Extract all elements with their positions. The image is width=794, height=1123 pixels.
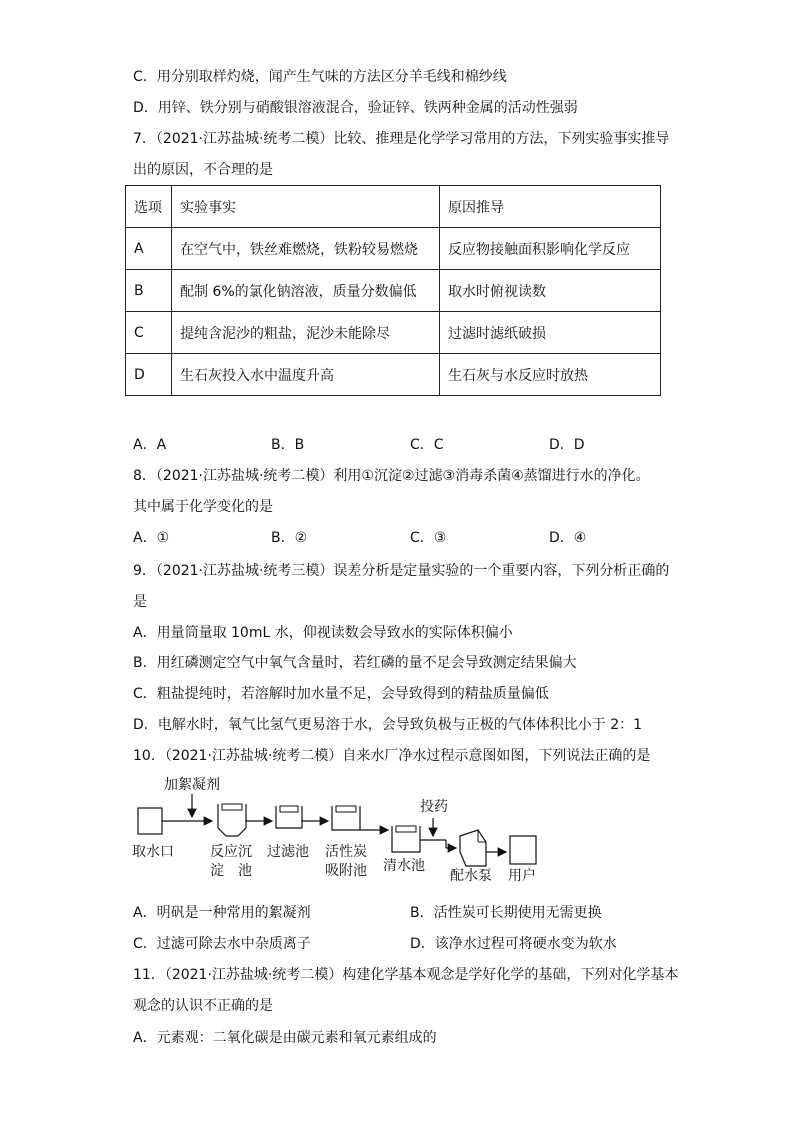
water-treatment-diagram bbox=[130, 770, 550, 890]
q10-option-a: A．明矾是一种常用的絮凝剂 bbox=[133, 905, 311, 921]
pump bbox=[460, 830, 486, 866]
label-carbon-2: 吸附池 bbox=[325, 863, 367, 879]
q11-stem-2: 观念的认识不正确的是 bbox=[133, 998, 273, 1014]
q7-table bbox=[125, 185, 661, 396]
q11-stem-1: 11．（2021·江苏盐城·统考二模）构建化学基本观念是学好化学的基础，下列对化学基本 bbox=[133, 967, 679, 983]
label-carbon-1: 活性炭 bbox=[325, 844, 367, 860]
reaction-tank bbox=[218, 804, 246, 836]
q10-stem: 10．（2021·江苏盐城·统考二模）自来水厂净水过程示意图如图，下列说法正确的是 bbox=[133, 748, 651, 764]
table-cell: B bbox=[126, 270, 172, 312]
q9-stem-2: 是 bbox=[133, 594, 147, 610]
q11-option-a: A．元素观：二氧化碳是由碳元素和氧元素组成的 bbox=[133, 1030, 437, 1046]
carbon-tank bbox=[332, 806, 360, 830]
q10-option-d: D．该净水过程可将硬水变为软水 bbox=[410, 936, 617, 952]
table-row bbox=[126, 228, 661, 270]
label-user: 用户 bbox=[508, 868, 536, 884]
table-header-cell: 选项 bbox=[126, 186, 172, 228]
table-cell: 过滤时滤纸破损 bbox=[440, 312, 661, 354]
q7-option-c: C．C bbox=[410, 437, 444, 453]
table-cell: 反应物接触面积影响化学反应 bbox=[440, 228, 661, 270]
table-cell: 在空气中，铁丝难燃烧，铁粉较易燃烧 bbox=[172, 228, 440, 270]
q8-option-a: A．① bbox=[133, 530, 170, 546]
q10-option-b: B．活性炭可长期使用无需更换 bbox=[410, 905, 602, 921]
q7-option-a: A．A bbox=[133, 437, 167, 453]
label-add-coagulant: 加絮凝剂 bbox=[164, 777, 220, 793]
filter-tank bbox=[276, 806, 302, 828]
q10-option-c: C．过滤可除去水中杂质离子 bbox=[133, 936, 311, 952]
table-cell: 生石灰投入水中温度升高 bbox=[172, 354, 440, 396]
table-cell: 提纯含泥沙的粗盐，泥沙未能除尽 bbox=[172, 312, 440, 354]
label-reaction-1: 反应沉 bbox=[210, 844, 252, 860]
table-cell: C bbox=[126, 312, 172, 354]
table-cell: 生石灰与水反应时放热 bbox=[440, 354, 661, 396]
label-intake: 取水口 bbox=[132, 844, 174, 860]
user-box bbox=[510, 836, 536, 864]
label-add-chemical: 投药 bbox=[420, 799, 448, 815]
q7-stem-1: 7．（2021·江苏盐城·统考二模）比较、推理是化学学习常用的方法，下列实验事实推导 bbox=[133, 131, 670, 147]
q8-stem-1: 8．（2021·江苏盐城·统考二模）利用①沉淀②过滤③消毒杀菌④蒸馏进行水的净化。 bbox=[133, 468, 650, 484]
q7-option-b: B．B bbox=[271, 437, 305, 453]
table-cell: 取水时俯视读数 bbox=[440, 270, 661, 312]
q8-option-d: D．④ bbox=[549, 530, 587, 546]
intake-box bbox=[138, 808, 162, 834]
table-header-cell: 实验事实 bbox=[172, 186, 440, 228]
q9-stem-1: 9．（2021·江苏盐城·统考三模）误差分析是定量实验的一个重要内容，下列分析正确的 bbox=[133, 563, 670, 579]
label-pump: 配水泵 bbox=[450, 868, 492, 884]
q7-option-d: D．D bbox=[549, 437, 585, 453]
table-row bbox=[126, 354, 661, 396]
q7-stem-2: 出的原因，不合理的是 bbox=[133, 162, 273, 178]
table-row bbox=[126, 312, 661, 354]
table-header-cell: 原因推导 bbox=[440, 186, 661, 228]
table-cell: A bbox=[126, 228, 172, 270]
clear-water-tank bbox=[392, 826, 420, 852]
line-prev-option-c: C．用分别取样灼烧，闻产生气味的方法区分羊毛线和棉纱线 bbox=[133, 69, 507, 85]
q8-stem-2: 其中属于化学变化的是 bbox=[133, 499, 273, 515]
line-prev-option-d: D．用锌、铁分别与硝酸银溶液混合，验证锌、铁两种金属的活动性强弱 bbox=[133, 100, 578, 116]
q9-option-a: A．用量筒量取 10mL 水，仰视读数会导致水的实际体积偏小 bbox=[133, 625, 513, 641]
q9-option-c: C．粗盐提纯时，若溶解时加水量不足，会导致得到的精盐质量偏低 bbox=[133, 686, 549, 702]
table-cell: 配制 6%的氯化钠溶液，质量分数偏低 bbox=[172, 270, 440, 312]
table-row bbox=[126, 270, 661, 312]
label-filter: 过滤池 bbox=[267, 844, 309, 860]
q9-option-d: D．电解水时，氧气比氢气更易溶于水，会导致负极与正极的气体体积比小于 2：1 bbox=[133, 717, 643, 733]
label-reaction-2: 淀 池 bbox=[210, 863, 252, 879]
q8-option-c: C．③ bbox=[410, 530, 447, 546]
label-clear-water: 清水池 bbox=[383, 858, 425, 874]
table-cell: D bbox=[126, 354, 172, 396]
q8-option-b: B．② bbox=[271, 530, 308, 546]
q9-option-b: B．用红磷测定空气中氧气含量时，若红磷的量不足会导致测定结果偏大 bbox=[133, 655, 577, 671]
table-header-row bbox=[126, 186, 661, 228]
